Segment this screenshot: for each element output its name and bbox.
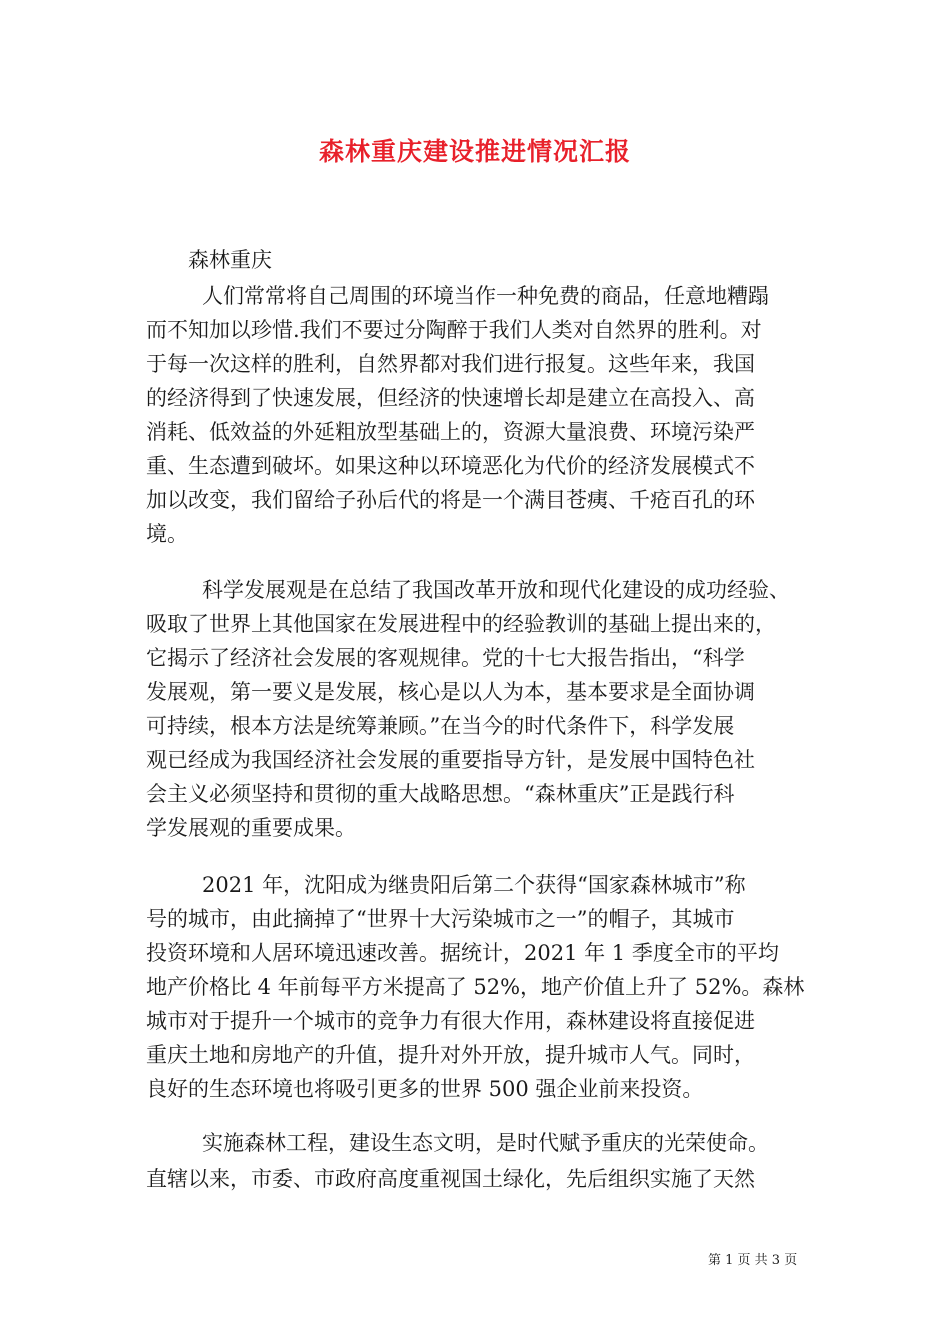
paragraph-line: 直辖以来，市委、市政府高度重视国土绿化，先后组织实施了天然 xyxy=(146,1167,755,1191)
paragraph-line: 观已经成为我国经济社会发展的重要指导方针，是发展中国特色社 xyxy=(146,748,755,772)
paragraph-line: 学发展观的重要成果。 xyxy=(146,816,356,840)
paragraph-line: 可持续，根本方法是统筹兼顾。”在当今的时代条件下，科学发展 xyxy=(146,714,735,738)
paragraph-line: 重庆土地和房地产的升值，提升对外开放，提升城市人气。同时， xyxy=(146,1043,755,1067)
paragraph-line: 会主义必须坚持和贯彻的重大战略思想。“森林重庆”正是践行科 xyxy=(146,782,735,806)
paragraph-line: 于每一次这样的胜利，自然界都对我们进行报复。这些年来，我国 xyxy=(146,352,755,376)
paragraph-line: 科学发展观是在总结了我国改革开放和现代化建设的成功经验、 xyxy=(202,578,790,602)
paragraph-line: 境。 xyxy=(146,522,188,546)
paragraph-line: 2021 年，沈阳成为继贵阳后第二个获得“国家森林城市”称 xyxy=(202,873,746,897)
paragraph-line: 人们常常将自己周围的环境当作一种免费的商品，任意地糟蹋 xyxy=(202,284,769,308)
paragraph-line: 投资环境和人居环境迅速改善。据统计，2021 年 1 季度全市的平均 xyxy=(146,941,779,965)
document-subtitle: 森林重庆 xyxy=(188,248,272,272)
paragraph-line: 实施森林工程，建设生态文明，是时代赋予重庆的光荣使命。 xyxy=(202,1131,769,1155)
page-number-footer: 第 1 页 共 3 页 xyxy=(708,1253,798,1268)
paragraph-line: 号的城市，由此摘掉了“世界十大污染城市之一”的帽子，其城市 xyxy=(146,907,735,931)
paragraph-line: 良好的生态环境也将吸引更多的世界 500 强企业前来投资。 xyxy=(146,1077,704,1101)
paragraph-line: 加以改变，我们留给子孙后代的将是一个满目苍痍、千疮百孔的环 xyxy=(146,488,755,512)
paragraph-line: 地产价格比 4 年前每平方米提高了 52%，地产价值上升了 52%。森林 xyxy=(146,975,805,999)
paragraph-line: 城市对于提升一个城市的竞争力有很大作用，森林建设将直接促进 xyxy=(146,1009,755,1033)
paragraph-line: 消耗、低效益的外延粗放型基础上的，资源大量浪费、环境污染严 xyxy=(146,420,755,444)
paragraph-line: 而不知加以珍惜.我们不要过分陶醉于我们人类对自然界的胜利。对 xyxy=(146,318,762,342)
paragraph-line: 它揭示了经济社会发展的客观规律。党的十七大报告指出，“科学 xyxy=(146,646,745,670)
paragraph-line: 发展观，第一要义是发展，核心是以人为本，基本要求是全面协调 xyxy=(146,680,755,704)
paragraph-line: 重、生态遭到破坏。如果这种以环境恶化为代价的经济发展模式不 xyxy=(146,454,755,478)
paragraph-line: 的经济得到了快速发展，但经济的快速增长却是建立在高投入、高 xyxy=(146,386,755,410)
paragraph-line: 吸取了世界上其他国家在发展进程中的经验教训的基础上提出来的， xyxy=(146,612,776,636)
document-title: 森林重庆建设推进情况汇报 xyxy=(318,137,631,166)
